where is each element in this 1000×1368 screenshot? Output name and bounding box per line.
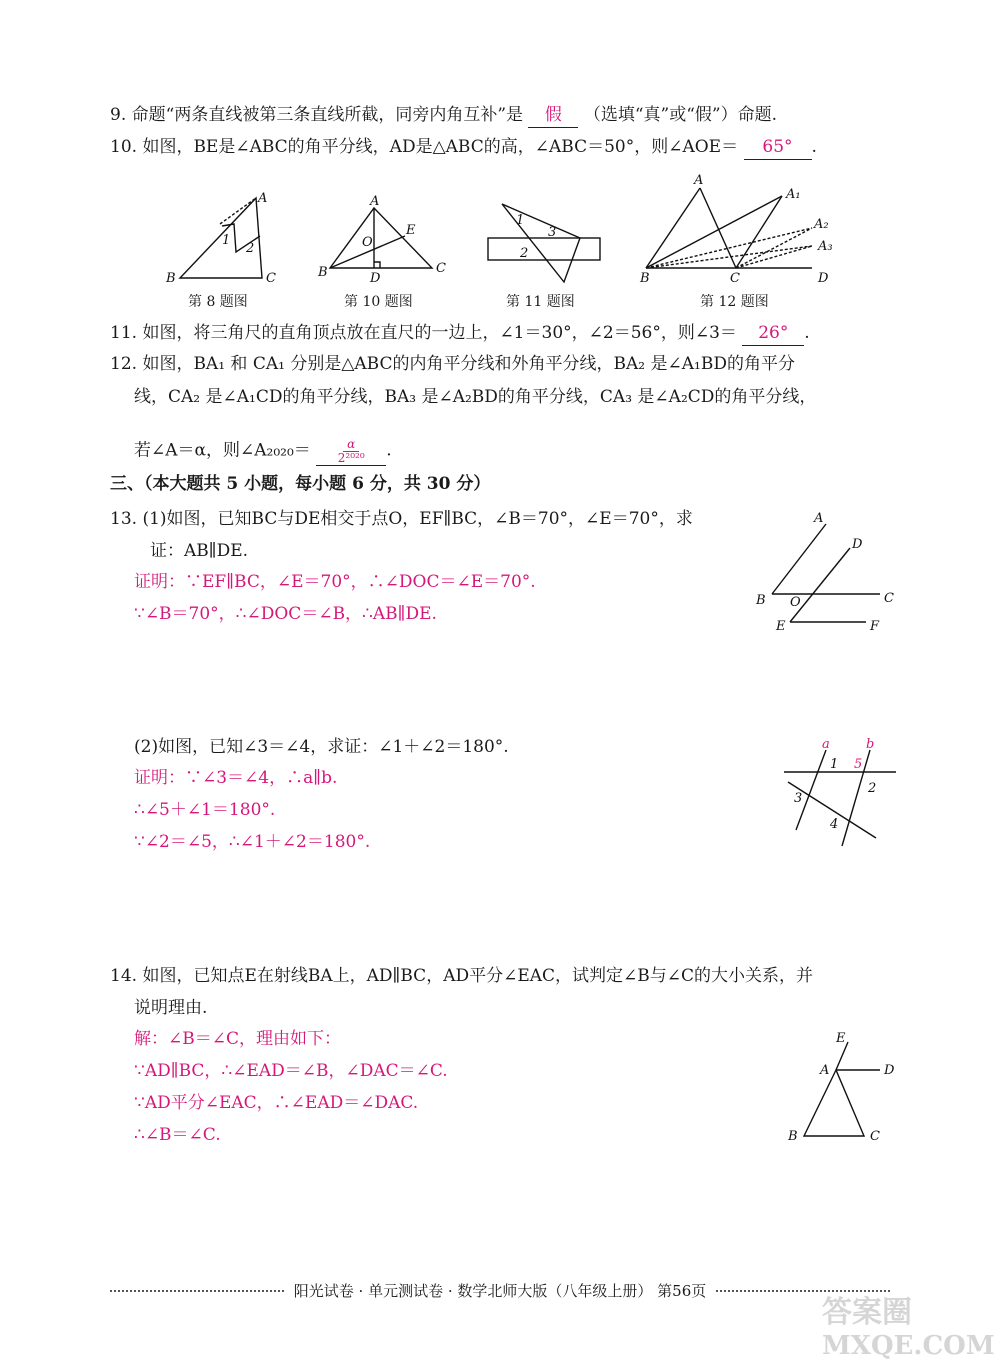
svg-text:A: A (820, 1063, 830, 1078)
svg-text:2: 2 (246, 241, 255, 256)
svg-text:3: 3 (548, 225, 557, 240)
q14-line2: 说明理由. (134, 998, 208, 1018)
question-9: 9. 命题“两条直线被第三条直线所截，同旁内角互补”是 假 （选填“真”或“假”）命题. (110, 103, 777, 128)
svg-text:B: B (756, 593, 766, 608)
svg-text:A: A (814, 511, 824, 526)
q14-solution-4: ∴∠B＝∠C. (134, 1125, 221, 1145)
question-10: 10. 如图，BE是∠ABC的角平分线，AD是△ABC的高，∠ABC＝50°，则∠AOE＝ 65° . (110, 135, 817, 160)
q13-part1-line1: 13. (1)如图，已知BC与DE相交于点O，EF∥BC，∠B＝70°，∠E＝70°，求 (110, 509, 693, 529)
svg-text:O: O (362, 235, 373, 250)
watermark-logo (812, 1288, 995, 1363)
svg-text:C: C (436, 261, 446, 276)
svg-text:1: 1 (830, 757, 839, 772)
q13-part1-proof-2: ∵∠B＝70°，∴∠DOC＝∠B，∴AB∥DE. (134, 604, 437, 624)
svg-text:D: D (884, 1063, 895, 1078)
svg-text:a: a (822, 737, 830, 752)
svg-text:MXQE.COM: MXQE.COM (822, 1331, 995, 1361)
svg-text:D: D (852, 537, 863, 552)
footer-text: 阳光试卷 · 单元测试卷 · 数学北师大版（八年级上册） 第56页 (293, 1282, 707, 1300)
question-11: 11. 如图，将三角尺的直角顶点放在直尺的一边上，∠1＝30°，∠2＝56°，则∠3＝ 26° . (110, 321, 810, 346)
svg-text:D: D (818, 271, 829, 286)
svg-text:2: 2 (520, 246, 529, 261)
q10-answer: 65° (744, 135, 812, 160)
svg-text:4: 4 (830, 817, 839, 832)
q13-part2-proof-3: ∵∠2＝∠5，∴∠1＋∠2＝180°. (134, 832, 371, 852)
svg-text:D: D (370, 271, 381, 286)
svg-text:E: E (836, 1031, 846, 1046)
caption-fig-11: 第 11 题图 (506, 294, 575, 310)
svg-text:2: 2 (868, 781, 877, 796)
svg-text:5: 5 (854, 757, 863, 772)
svg-text:3: 3 (794, 791, 803, 806)
q11-answer: 26° (742, 321, 804, 346)
q13-part2-proof-1: 证明：∵∠3＝∠4，∴a∥b. (134, 768, 338, 788)
svg-text:E: E (406, 223, 416, 238)
q14-solution-2: ∵AD∥BC，∴∠EAD＝∠B，∠DAC＝∠C. (134, 1061, 448, 1081)
svg-text:答案圈: 答案圈 (822, 1295, 912, 1330)
q14-line1: 14. 如图，已知点E在射线BA上，AD∥BC，AD平分∠EAC，试判定∠B与∠C的大小关系，并 (110, 966, 814, 986)
svg-text:B: B (788, 1129, 798, 1144)
svg-text:C: C (884, 591, 894, 606)
question-12-line3: 若∠A＝α，则∠A₂₀₂₀＝ $\frac{\alpha}{\text{2²⁰²⁰}}$ . (134, 437, 392, 465)
svg-text:O: O (790, 595, 801, 610)
svg-text:B: B (318, 265, 328, 280)
svg-text:B: B (640, 271, 650, 286)
svg-text:B: B (166, 271, 176, 286)
svg-text:A₁: A₁ (786, 187, 801, 202)
q12-answer: $\frac{\alpha}{\text{2²⁰²⁰}}$ (316, 437, 386, 466)
svg-text:1: 1 (516, 213, 525, 228)
svg-text:C: C (730, 271, 740, 286)
q14-solution-3: ∵AD平分∠EAC，∴∠EAD＝∠DAC. (134, 1093, 419, 1113)
caption-fig-10: 第 10 题图 (344, 294, 413, 310)
svg-text:A₃: A₃ (818, 239, 833, 254)
q9-answer: 假 (528, 103, 578, 128)
q14-solution-1: 解：∠B＝∠C，理由如下： (134, 1029, 341, 1049)
q13-part2-line1: (2)如图，已知∠3＝∠4，求证：∠1＋∠2＝180°. (134, 737, 509, 757)
svg-text:b: b (866, 737, 875, 752)
page-footer (110, 1280, 890, 1301)
svg-text:C: C (870, 1129, 880, 1144)
svg-text:A: A (694, 173, 704, 188)
svg-text:A₂: A₂ (814, 217, 829, 232)
q13-part1-proof-1: 证明：∵EF∥BC，∠E＝70°，∴∠DOC＝∠E＝70°. (134, 572, 536, 592)
q13-part2-proof-2: ∴∠5＋∠1＝180°. (134, 800, 276, 820)
svg-text:A: A (258, 191, 268, 206)
svg-text:F: F (870, 619, 880, 634)
svg-text:A: A (370, 194, 380, 209)
svg-text:1: 1 (222, 233, 231, 248)
section-3-header: 三、（本大题共 5 小题，每小题 6 分，共 30 分） (110, 474, 491, 494)
question-12-line2: 线，CA₂ 是∠A₁CD的角平分线，BA₃ 是∠A₂BD的角平分线，CA₃ 是∠A₂CD的角平分线， (134, 387, 817, 407)
q13-part1-line2: 证：AB∥DE. (150, 541, 249, 561)
caption-fig-12: 第 12 题图 (700, 294, 769, 310)
svg-text:E: E (776, 619, 786, 634)
svg-text:C: C (266, 271, 276, 286)
caption-fig-8: 第 8 题图 (188, 294, 248, 310)
question-12-line1: 12. 如图，BA₁ 和 CA₁ 分别是△ABC的内角平分线和外角平分线，BA₂ 是∠A₁BD的角平分 (110, 354, 795, 374)
